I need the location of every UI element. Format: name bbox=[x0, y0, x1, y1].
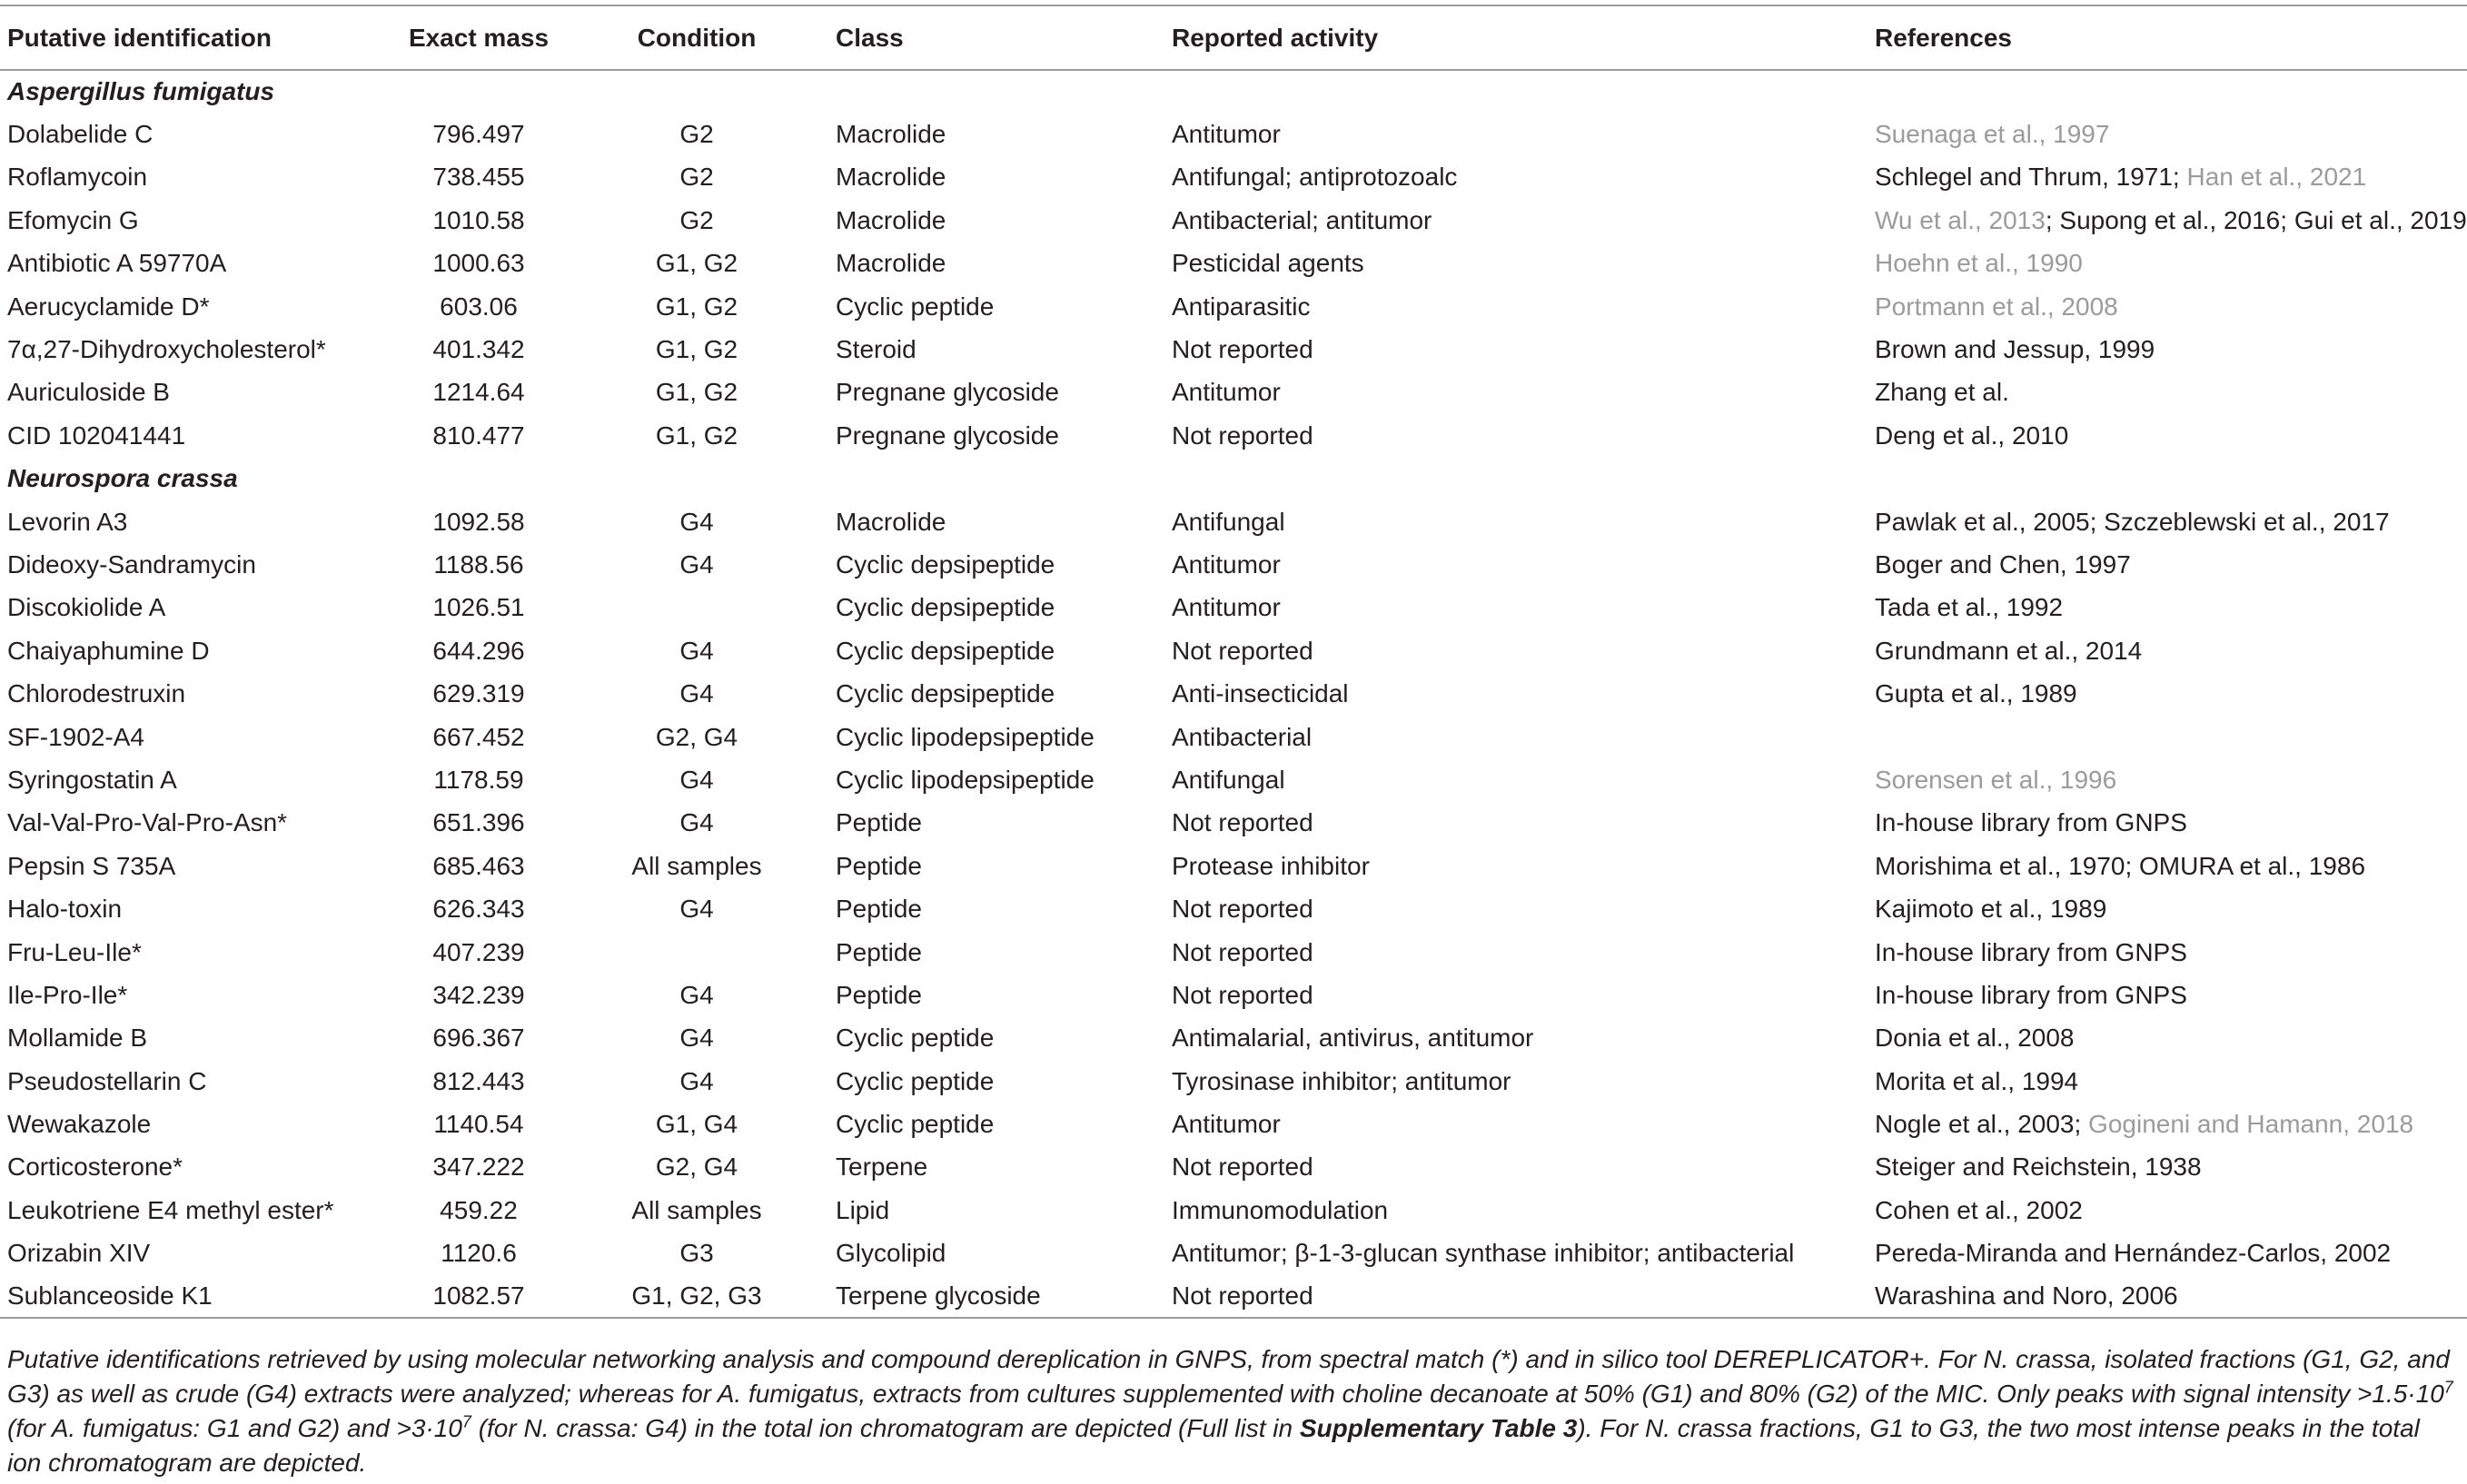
reference-text: Warashina and Noro, 2006 bbox=[1875, 1281, 2178, 1311]
table-row bbox=[0, 156, 2467, 199]
cell-reported-activity: Antifungal bbox=[1172, 765, 1285, 794]
cell-identification: Dideoxy-Sandramycin bbox=[7, 549, 256, 579]
reference-text: Gupta et al., 1989 bbox=[1875, 679, 2077, 708]
cell-identification: Pseudostellarin C bbox=[7, 1066, 207, 1095]
cell-exact-mass: 651.396 bbox=[432, 808, 525, 837]
cell-reported-activity: Antimalarial, antivirus, antitumor bbox=[1172, 1024, 1534, 1053]
reference-text: Morishima et al., 1970; OMURA et al., 1986 bbox=[1875, 851, 2366, 880]
cell-identification: 7α,27-Dihydroxycholesterol* bbox=[7, 335, 326, 364]
cell-exact-mass: 1000.63 bbox=[432, 249, 525, 278]
table-row bbox=[0, 931, 2467, 974]
table-row bbox=[0, 285, 2467, 328]
cell-class: Cyclic depsipeptide bbox=[836, 679, 1055, 708]
table-row bbox=[0, 113, 2467, 155]
cell-reported-activity: Antibacterial bbox=[1172, 722, 1313, 751]
cell-reported-activity: Antitumor bbox=[1172, 593, 1281, 622]
cell-references bbox=[1868, 1275, 2467, 1318]
cell-exact-mass: 696.367 bbox=[432, 1024, 525, 1053]
cell-reported-activity: Not reported bbox=[1172, 808, 1313, 837]
cell-references bbox=[1868, 716, 2467, 758]
cell-class: Cyclic lipodepsipeptide bbox=[836, 722, 1095, 751]
cell-identification: Antibiotic A 59770A bbox=[7, 249, 227, 278]
cell-class: Lipid bbox=[836, 1195, 890, 1224]
cell-class: Macrolide bbox=[836, 507, 946, 536]
table-row bbox=[0, 1275, 2467, 1318]
table-row bbox=[0, 672, 2467, 715]
cell-condition: All samples bbox=[631, 851, 762, 880]
cell-identification: Syringostatin A bbox=[7, 765, 177, 794]
section-row bbox=[0, 458, 2467, 500]
cell-class: Terpene bbox=[836, 1153, 928, 1182]
cell-class: Steroid bbox=[836, 335, 916, 364]
cell-references bbox=[1868, 758, 2467, 801]
cell-identification: Wewakazole bbox=[7, 1110, 152, 1139]
cell-references bbox=[1868, 543, 2467, 586]
cell-reported-activity: Antitumor bbox=[1172, 120, 1281, 149]
reference-text: Tada et al., 1992 bbox=[1875, 593, 2064, 622]
cell-reported-activity: Antiparasitic bbox=[1172, 292, 1311, 321]
cell-reported-activity: Antitumor bbox=[1172, 378, 1281, 407]
cell-references bbox=[1868, 931, 2467, 974]
cell-class: Pregnane glycoside bbox=[836, 378, 1059, 407]
footnote-segment: 7 bbox=[461, 1412, 471, 1431]
cell-exact-mass: 667.452 bbox=[432, 722, 525, 751]
cell-references bbox=[1868, 1017, 2467, 1060]
cell-exact-mass: 644.296 bbox=[432, 636, 525, 665]
cell-references bbox=[1868, 500, 2467, 543]
section-organism: Aspergillus fumigatus bbox=[7, 77, 275, 106]
cell-exact-mass: 1120.6 bbox=[441, 1239, 517, 1268]
cell-reported-activity: Antibacterial; antitumor bbox=[1172, 205, 1432, 234]
reference-text: Donia et al., 2008 bbox=[1875, 1024, 2075, 1053]
reference-text: Sorensen et al., 1996 bbox=[1875, 765, 2117, 794]
header-identification: Putative identification bbox=[7, 23, 272, 52]
table-row bbox=[0, 414, 2467, 457]
cell-reported-activity: Antitumor bbox=[1172, 549, 1281, 579]
reference-text: Hoehn et al., 1990 bbox=[1875, 249, 2083, 278]
cell-identification: Mollamide B bbox=[7, 1024, 148, 1053]
cell-reported-activity: Tyrosinase inhibitor; antitumor bbox=[1172, 1066, 1511, 1095]
table-row bbox=[0, 1060, 2467, 1103]
cell-condition: G4 bbox=[679, 636, 714, 665]
cell-reported-activity: Not reported bbox=[1172, 980, 1313, 1009]
cell-reported-activity: Not reported bbox=[1172, 937, 1313, 966]
table-row bbox=[0, 1189, 2467, 1232]
cell-condition: All samples bbox=[631, 1195, 762, 1224]
cell-class: Peptide bbox=[836, 895, 922, 924]
table-row bbox=[0, 629, 2467, 672]
table-row bbox=[0, 802, 2467, 845]
table-row bbox=[0, 974, 2467, 1016]
cell-class: Peptide bbox=[836, 980, 922, 1009]
cell-reported-activity: Not reported bbox=[1172, 636, 1313, 665]
cell-identification: Chlorodestruxin bbox=[7, 679, 186, 708]
cell-reported-activity: Antitumor bbox=[1172, 1110, 1281, 1139]
footnote-segment: 7 bbox=[2443, 1378, 2453, 1397]
cell-identification: SF-1902-A4 bbox=[7, 722, 144, 751]
cell-identification: Discokiolide A bbox=[7, 593, 166, 622]
cell-exact-mass: 626.343 bbox=[432, 895, 525, 924]
cell-condition: G1, G2 bbox=[655, 292, 738, 321]
cell-exact-mass: 629.319 bbox=[432, 679, 525, 708]
cell-references bbox=[1868, 199, 2467, 242]
cell-exact-mass: 1188.56 bbox=[433, 549, 524, 579]
header-reported-activity: Reported activity bbox=[1172, 23, 1379, 52]
cell-references bbox=[1868, 414, 2467, 457]
cell-references bbox=[1868, 887, 2467, 930]
cell-class: Cyclic peptide bbox=[836, 1024, 995, 1053]
cell-identification: Corticosterone* bbox=[7, 1153, 183, 1182]
reference-text: Gogineni and Hamann, 2018 bbox=[2088, 1110, 2414, 1139]
cell-class: Glycolipid bbox=[836, 1239, 946, 1268]
cell-reported-activity: Protease inhibitor bbox=[1172, 851, 1370, 880]
cell-exact-mass: 812.443 bbox=[432, 1066, 525, 1095]
reference-text: Pereda-Miranda and Hernández-Carlos, 2002 bbox=[1875, 1239, 2392, 1268]
cell-identification: Fru-Leu-Ile* bbox=[7, 937, 142, 966]
reference-text: Morita et al., 1994 bbox=[1875, 1066, 2079, 1095]
cell-identification: Chaiyaphumine D bbox=[7, 636, 210, 665]
cell-reported-activity: Not reported bbox=[1172, 1281, 1313, 1311]
cell-class: Cyclic peptide bbox=[836, 292, 995, 321]
cell-class: Peptide bbox=[836, 851, 922, 880]
footnote-segment: (for N. crassa: G4) in the total ion chromatogram are depicted (Full list in bbox=[471, 1414, 1300, 1442]
cell-exact-mass: 1092.58 bbox=[432, 507, 525, 536]
reference-text: Wu et al., 2013 bbox=[1875, 205, 2046, 234]
footnote-segment: Putative identifications retrieved by using molecular networking analysis and compound dereplication in GNPS, from spectral match (*) and in silico tool DEREPLICATOR+. For N. crassa, isolated fractions (G1, G2, and G3) as well as crude (G4) extracts were analyzed; whereas for A. fumigatus, extracts from cultures supplemented with choline decanoate at 50% (G1) and 80% (G2) of the MIC. Only peaks with signal intensity >1.5·10 bbox=[7, 1345, 2450, 1408]
cell-exact-mass: 1178.59 bbox=[433, 765, 524, 794]
cell-exact-mass: 738.455 bbox=[432, 163, 525, 192]
cell-reported-activity: Immunomodulation bbox=[1172, 1195, 1389, 1224]
cell-exact-mass: 1010.58 bbox=[432, 205, 525, 234]
header-exact-mass: Exact mass bbox=[408, 23, 550, 52]
cell-condition: G3 bbox=[679, 1239, 714, 1268]
cell-class: Macrolide bbox=[836, 163, 946, 192]
cell-class: Terpene glycoside bbox=[836, 1281, 1041, 1311]
cell-class: Cyclic depsipeptide bbox=[836, 549, 1055, 579]
cell-identification: Leukotriene E4 methyl ester* bbox=[7, 1195, 334, 1224]
reference-text: Nogle et al., 2003; bbox=[1875, 1110, 2089, 1139]
cell-references bbox=[1868, 802, 2467, 845]
cell-reported-activity: Not reported bbox=[1172, 1153, 1313, 1182]
cell-identification: CID 102041441 bbox=[7, 420, 186, 450]
cell-references bbox=[1868, 156, 2467, 199]
reference-text: Suenaga et al., 1997 bbox=[1875, 120, 2110, 149]
table-row bbox=[0, 371, 2467, 414]
cell-exact-mass: 685.463 bbox=[432, 851, 525, 880]
header-references: References bbox=[1875, 23, 2012, 52]
cell-references bbox=[1868, 1103, 2467, 1145]
cell-condition: G4 bbox=[679, 808, 714, 837]
footnote-segment: Supplementary Table 3 bbox=[1299, 1414, 1578, 1442]
cell-class: Cyclic peptide bbox=[836, 1066, 995, 1095]
reference-text: In-house library from GNPS bbox=[1875, 980, 2187, 1009]
table-row bbox=[0, 1017, 2467, 1060]
cell-references bbox=[1868, 587, 2467, 629]
cell-class: Macrolide bbox=[836, 249, 946, 278]
cell-reported-activity: Anti-insecticidal bbox=[1172, 679, 1349, 708]
reference-text: Cohen et al., 2002 bbox=[1875, 1195, 2083, 1224]
cell-class: Macrolide bbox=[836, 205, 946, 234]
cell-identification: Auriculoside B bbox=[7, 378, 170, 407]
cell-references bbox=[1868, 285, 2467, 328]
table-row bbox=[0, 500, 2467, 543]
compounds-table bbox=[0, 5, 2467, 1319]
cell-condition: G1, G2 bbox=[655, 335, 738, 364]
cell-identification: Aerucyclamide D* bbox=[7, 292, 210, 321]
cell-identification: Dolabelide C bbox=[7, 120, 154, 149]
table-row bbox=[0, 242, 2467, 285]
table-body bbox=[0, 70, 2467, 1318]
cell-references bbox=[1868, 845, 2467, 887]
cell-identification: Halo-toxin bbox=[7, 895, 123, 924]
reference-text: Pawlak et al., 2005; Szczeblewski et al., 2017 bbox=[1875, 507, 2390, 536]
cell-references bbox=[1868, 1060, 2467, 1103]
reference-text: Brown and Jessup, 1999 bbox=[1875, 335, 2155, 364]
cell-class: Cyclic peptide bbox=[836, 1110, 995, 1139]
cell-condition: G2 bbox=[679, 205, 714, 234]
cell-condition: G1, G2 bbox=[655, 378, 738, 407]
header-condition: Condition bbox=[637, 23, 757, 52]
cell-condition: G2 bbox=[679, 120, 714, 149]
cell-identification: Pepsin S 735A bbox=[7, 851, 176, 880]
cell-reported-activity: Pesticidal agents bbox=[1172, 249, 1364, 278]
cell-condition bbox=[565, 931, 828, 974]
table-row bbox=[0, 716, 2467, 758]
header-row bbox=[0, 5, 2467, 70]
table-row bbox=[0, 887, 2467, 930]
cell-condition: G1, G2, G3 bbox=[631, 1281, 762, 1311]
cell-class: Macrolide bbox=[836, 120, 946, 149]
cell-references bbox=[1868, 371, 2467, 414]
reference-text: ; Supong et al., 2016; Gui et al., 2019 bbox=[2045, 205, 2467, 234]
section-organism: Neurospora crassa bbox=[7, 464, 238, 493]
cell-condition: G4 bbox=[679, 549, 714, 579]
reference-text: Portmann et al., 2008 bbox=[1875, 292, 2118, 321]
table-footnote bbox=[7, 1342, 2460, 1480]
cell-identification: Sublanceoside K1 bbox=[7, 1281, 213, 1311]
reference-text: Schlegel and Thrum, 1971; bbox=[1875, 163, 2187, 192]
cell-class: Peptide bbox=[836, 808, 922, 837]
reference-text: In-house library from GNPS bbox=[1875, 808, 2187, 837]
cell-condition: G4 bbox=[679, 980, 714, 1009]
table-row bbox=[0, 845, 2467, 887]
cell-references bbox=[1868, 1189, 2467, 1232]
reference-text: Deng et al., 2010 bbox=[1875, 420, 2069, 450]
cell-references bbox=[1868, 629, 2467, 672]
cell-exact-mass: 401.342 bbox=[432, 335, 525, 364]
cell-class: Cyclic depsipeptide bbox=[836, 636, 1055, 665]
reference-text: Steiger and Reichstein, 1938 bbox=[1875, 1153, 2202, 1182]
cell-exact-mass: 1214.64 bbox=[432, 378, 525, 407]
table-row bbox=[0, 587, 2467, 629]
footnote-segment: ). For N. crassa fractions, G1 to G3, the two most intense peaks in the total ion chromatogram are depicted. bbox=[7, 1414, 2420, 1477]
cell-references bbox=[1868, 113, 2467, 155]
table-row bbox=[0, 1103, 2467, 1145]
cell-condition: G4 bbox=[679, 765, 714, 794]
table-row bbox=[0, 199, 2467, 242]
cell-condition bbox=[565, 587, 828, 629]
cell-reported-activity: Not reported bbox=[1172, 420, 1313, 450]
reference-text: Kajimoto et al., 1989 bbox=[1875, 895, 2107, 924]
cell-references bbox=[1868, 242, 2467, 285]
reference-text: Han et al., 2021 bbox=[2186, 163, 2367, 192]
cell-condition: G4 bbox=[679, 895, 714, 924]
cell-condition: G4 bbox=[679, 507, 714, 536]
reference-text: Grundmann et al., 2014 bbox=[1875, 636, 2143, 665]
cell-exact-mass: 1026.51 bbox=[432, 593, 525, 622]
cell-identification: Roflamycoin bbox=[7, 163, 148, 192]
cell-condition: G4 bbox=[679, 1024, 714, 1053]
cell-condition: G1, G2 bbox=[655, 249, 738, 278]
cell-condition: G4 bbox=[679, 1066, 714, 1095]
table-row bbox=[0, 328, 2467, 371]
cell-condition: G1, G2 bbox=[655, 420, 738, 450]
cell-condition: G2, G4 bbox=[655, 722, 738, 751]
cell-exact-mass: 1082.57 bbox=[432, 1281, 525, 1311]
cell-exact-mass: 603.06 bbox=[440, 292, 518, 321]
cell-class: Cyclic lipodepsipeptide bbox=[836, 765, 1095, 794]
cell-identification: Efomycin G bbox=[7, 205, 139, 234]
cell-condition: G4 bbox=[679, 679, 714, 708]
cell-reported-activity: Antifungal bbox=[1172, 507, 1285, 536]
cell-reported-activity: Not reported bbox=[1172, 335, 1313, 364]
cell-references bbox=[1868, 974, 2467, 1016]
cell-reported-activity: Antitumor; β-1-3-glucan synthase inhibitor; antibacterial bbox=[1172, 1239, 1795, 1268]
cell-condition: G1, G4 bbox=[655, 1110, 738, 1139]
cell-condition: G2 bbox=[679, 163, 714, 192]
cell-identification: Orizabin XIV bbox=[7, 1239, 151, 1268]
cell-exact-mass: 459.22 bbox=[440, 1195, 518, 1224]
cell-reported-activity: Antifungal; antiprotozoalc bbox=[1172, 163, 1458, 192]
section-row bbox=[0, 70, 2467, 113]
cell-exact-mass: 796.497 bbox=[432, 120, 525, 149]
cell-exact-mass: 1140.54 bbox=[433, 1110, 524, 1139]
cell-identification: Val-Val-Pro-Val-Pro-Asn* bbox=[7, 808, 288, 837]
cell-class: Cyclic depsipeptide bbox=[836, 593, 1055, 622]
cell-references bbox=[1868, 328, 2467, 371]
cell-exact-mass: 810.477 bbox=[432, 420, 525, 450]
cell-exact-mass: 347.222 bbox=[432, 1153, 525, 1182]
cell-exact-mass: 407.239 bbox=[432, 937, 525, 966]
reference-text: In-house library from GNPS bbox=[1875, 937, 2187, 966]
footnote-segment: (for A. fumigatus: G1 and G2) and >3·10 bbox=[7, 1414, 462, 1442]
cell-reported-activity: Not reported bbox=[1172, 895, 1313, 924]
cell-identification: Ile-Pro-Ile* bbox=[7, 980, 128, 1009]
reference-text: Boger and Chen, 1997 bbox=[1875, 549, 2131, 579]
cell-condition: G2, G4 bbox=[655, 1153, 738, 1182]
table-row bbox=[0, 1232, 2467, 1275]
cell-class: Pregnane glycoside bbox=[836, 420, 1059, 450]
cell-references bbox=[1868, 1232, 2467, 1275]
table-row bbox=[0, 1146, 2467, 1189]
header-class: Class bbox=[836, 23, 904, 52]
cell-exact-mass: 342.239 bbox=[432, 980, 525, 1009]
cell-references bbox=[1868, 672, 2467, 715]
cell-class: Peptide bbox=[836, 937, 922, 966]
cell-identification: Levorin A3 bbox=[7, 507, 128, 536]
table-row bbox=[0, 543, 2467, 586]
table-row bbox=[0, 758, 2467, 801]
cell-references bbox=[1868, 1146, 2467, 1189]
reference-text: Zhang et al. bbox=[1875, 378, 2009, 407]
